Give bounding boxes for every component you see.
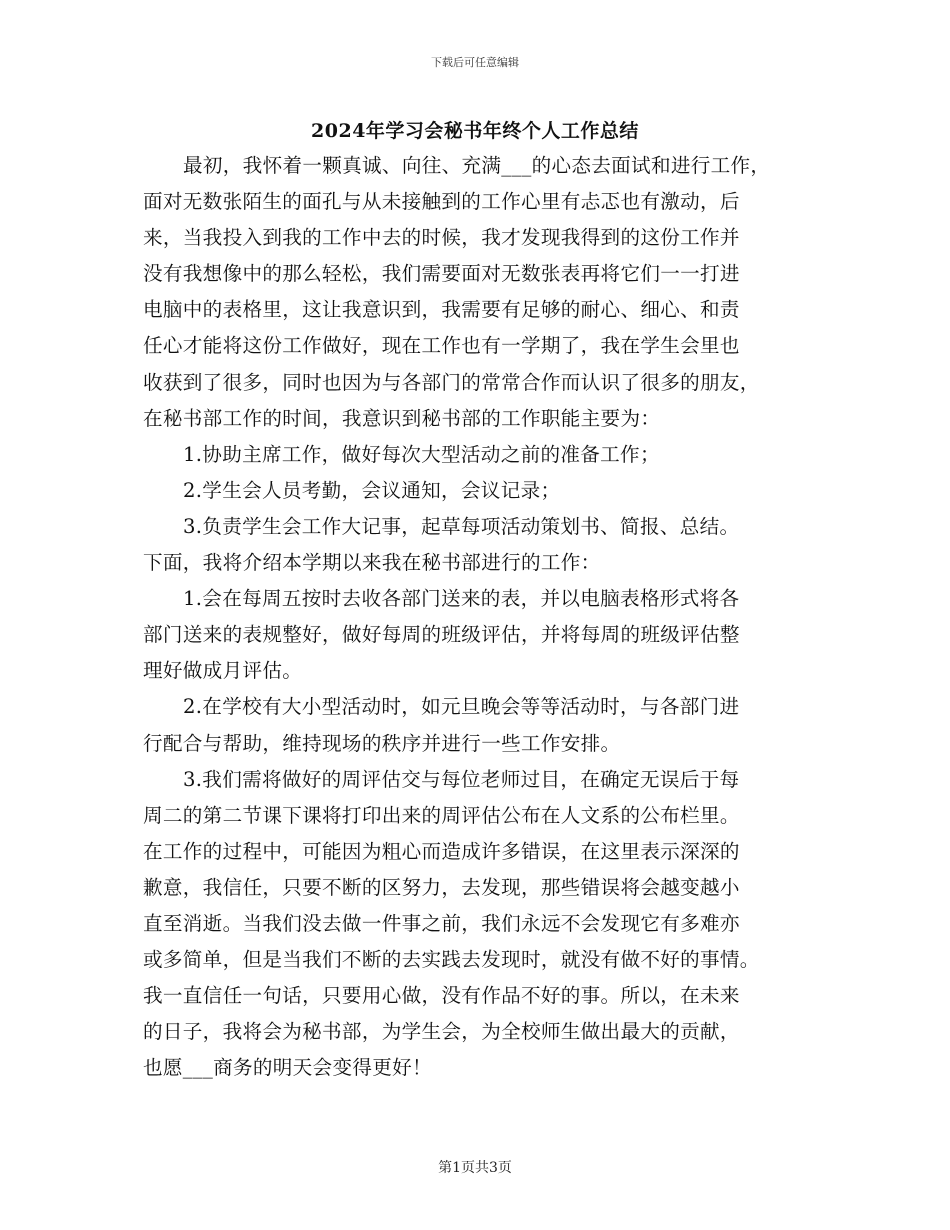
text-line: 面对无数张陌生的面孔与从未接触到的工作心里有忐忑也有激动，后 bbox=[143, 190, 740, 214]
header-note: 下载后可任意编辑 bbox=[431, 56, 519, 69]
text-line: 电脑中的表格里，这让我意识到，我需要有足够的耐心、细心、和责 bbox=[143, 298, 740, 322]
text-line: 部门送来的表规整好，做好每周的班级评估，并将每周的班级评估整 bbox=[143, 623, 740, 647]
text-line: 在秘书部工作的时间，我意识到秘书部的工作职能主要为： bbox=[143, 406, 661, 430]
list-item: 2.在学校有大小型活动时，如元旦晚会等等活动时，与各部门进 bbox=[183, 695, 740, 719]
text-line: 下面，我将介绍本学期以来我在秘书部进行的工作： bbox=[143, 551, 601, 575]
text-line: 没有我想像中的那么轻松，我们需要面对无数张表再将它们一一打进 bbox=[143, 262, 740, 286]
list-item: 1.会在每周五按时去收各部门送来的表，并以电脑表格形式将各 bbox=[183, 587, 740, 611]
text-line: 周二的第二节课下课将打印出来的周评估公布在人文系的公布栏里。 bbox=[143, 803, 740, 827]
list-item: 3.我们需将做好的周评估交与每位老师过目，在确定无误后于每 bbox=[183, 767, 740, 791]
document-body bbox=[143, 148, 823, 1086]
page-footer: 第1页共3页 bbox=[438, 1160, 512, 1176]
list-item: 3.负责学生会工作大记事，起草每项活动策划书、简报、总结。 bbox=[183, 514, 740, 538]
text-line: 歉意，我信任，只要不断的区努力，去发现，那些错误将会越变越小 bbox=[143, 875, 740, 899]
text-line: 或多简单，但是当我们不断的去实践去发现时，就没有做不好的事情。 bbox=[143, 948, 760, 972]
text-line: 我一直信任一句话，只要用心做，没有作品不好的事。所以，在未来 bbox=[143, 984, 740, 1008]
text-line: 的日子，我将会为秘书部，为学生会，为全校师生做出最大的贡献， bbox=[143, 1020, 740, 1044]
text-line: 行配合与帮助，维持现场的秩序并进行一些工作安排。 bbox=[143, 731, 621, 755]
document-title: 2024年学习会秘书年终个人工作总结 bbox=[311, 120, 639, 142]
text-line: 直至消逝。当我们没去做一件事之前，我们永远不会发现它有多难亦 bbox=[143, 911, 740, 935]
text-line: 最初，我怀着一颗真诚、向往、充满___的心态去面试和进行工作， bbox=[183, 154, 771, 177]
text-line: 任心才能将这份工作做好，现在工作也有一学期了，我在学生会里也 bbox=[143, 334, 740, 358]
text-line: 在工作的过程中，可能因为粗心而造成许多错误，在这里表示深深的 bbox=[143, 839, 740, 863]
list-item: 2.学生会人员考勤，会议通知，会议记录； bbox=[183, 478, 561, 502]
text-line: 收获到了很多，同时也因为与各部门的常常合作而认识了很多的朋友， bbox=[143, 370, 760, 394]
list-item: 1.协助主席工作，做好每次大型活动之前的准备工作； bbox=[183, 442, 660, 466]
text-line: 理好做成月评估。 bbox=[143, 659, 303, 683]
text-line: 也愿___商务的明天会变得更好！ bbox=[143, 1056, 432, 1080]
text-line: 来，当我投入到我的工作中去的时候，我才发现我得到的这份工作并 bbox=[143, 226, 740, 250]
